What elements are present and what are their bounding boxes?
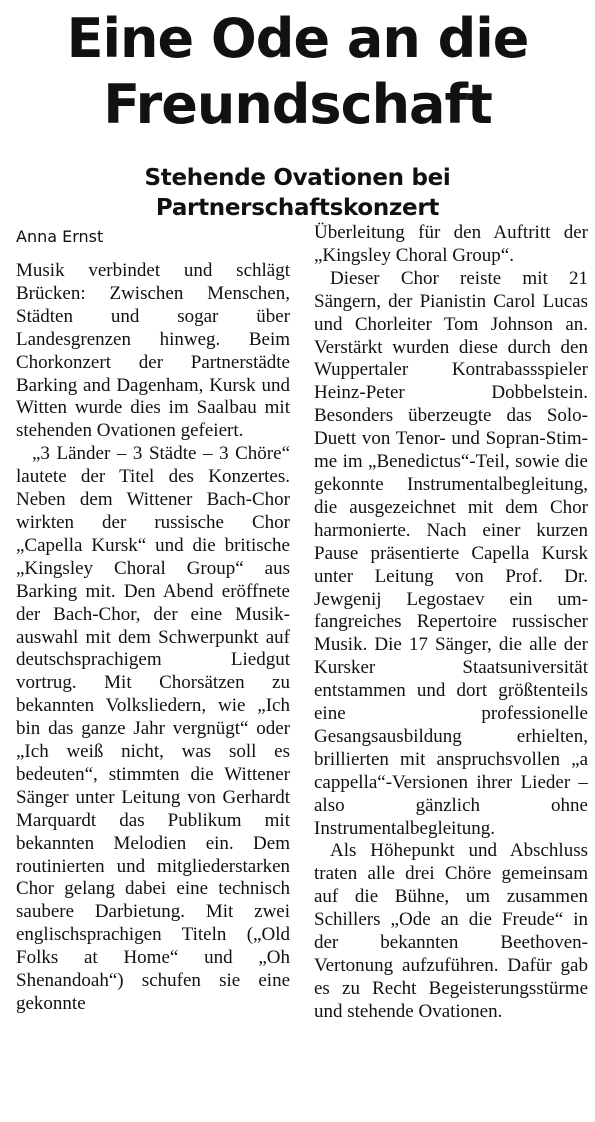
left-column bbox=[16, 222, 290, 1016]
paragraph: Überleitung für den Auftritt der „Kingsley Choral Group“. bbox=[314, 222, 588, 266]
headline-line-1: Eine Ode an die bbox=[66, 7, 529, 70]
paragraph: Dieser Chor reiste mit 21 Sängern, der Pianistin Carol Lucas und Chorleiter Tom Johnson an. Verstärkt wurden diese durch den Wuppertaler Kontrabassspieler Heinz-Peter Dobbelstein. Besonders überzeugte das Solo-Duett von Tenor- und Sopran-Stimme im „Benedictus“-Teil, sowie die gekonnte Instrumentalbegleitung, die ausgezeichnet mit dem Chor harmonierte. Nach einer kurzen Pause präsentierte Capella Kursk unter Leitung von Prof. Dr. Jewgenij Legostaev ein umfangreiches Repertoire russischer Musik. Die 17 Sänger, die alle der Kursker Staatsuniversität entstammen und dort größtenteils eine professionelle Gesangsausbildung erhielten, brillierten mit anspruchsvollen „a cappella“-Versionen ihrer Lieder – also gänzlich ohne Instrumentalbegleitung. bbox=[314, 267, 588, 839]
paragraph: Als Höhepunkt und Abschluss traten alle drei Chöre gemeinsam auf die Bühne, um zusammen Schillers „Ode an die Freude“ in der bekannten Beethoven-Vertonung aufzuführen. Dafür gab es zu Recht Begeisterungsstürme und stehende Ovationen. bbox=[314, 840, 588, 1022]
author-byline: Anna Ernst bbox=[16, 227, 104, 246]
right-column bbox=[314, 222, 588, 1024]
paragraph: Musik verbindet und schlägt Brücken: Zwischen Menschen, Städten und sogar über Landesgrenzen hinweg. Beim Chorkonzert der Partnerstädte Barking and Dagenham, Kursk und Witten wurde dies im Saalbau mit stehenden Ovationen gefeiert. bbox=[16, 260, 290, 442]
subheadline: Stehende Ovationen bei Partnerschaftskonzert bbox=[144, 165, 451, 221]
headline bbox=[0, 6, 595, 138]
paragraph: „3 Länder – 3 Städte – 3 Chöre“ lautete der Titel des Konzertes. Neben dem Wittener Bach-Chor wirkten der russische Chor „Capella Kursk“ und die britische „Kingsley Choral Group“ aus Barking mit. Den Abend eröffnete der Bach-Chor, der eine Musikauswahl mit dem Schwerpunkt auf deutschsprachigem Liedgut vortrug. Mit Chorsätzen zu bekannten Volksliedern, wie „Ich bin das ganze Jahr vergnügt“ oder „Ich weiß nicht, was soll es bedeuten“, stimmten die Wittener Sänger unter Leitung von Gerhardt Marquardt das Publikum mit bekannten Melodien ein. Dem routinierten und mitgliederstarken Chor gelang dabei eine technisch saubere Darbietung. Mit zwei englischsprachigen Titeln („Old Folks at Home“ und „Oh Shenandoah“) schufen sie eine gekonnte bbox=[16, 443, 290, 1014]
headline-line-2: Freundschaft bbox=[103, 73, 492, 136]
